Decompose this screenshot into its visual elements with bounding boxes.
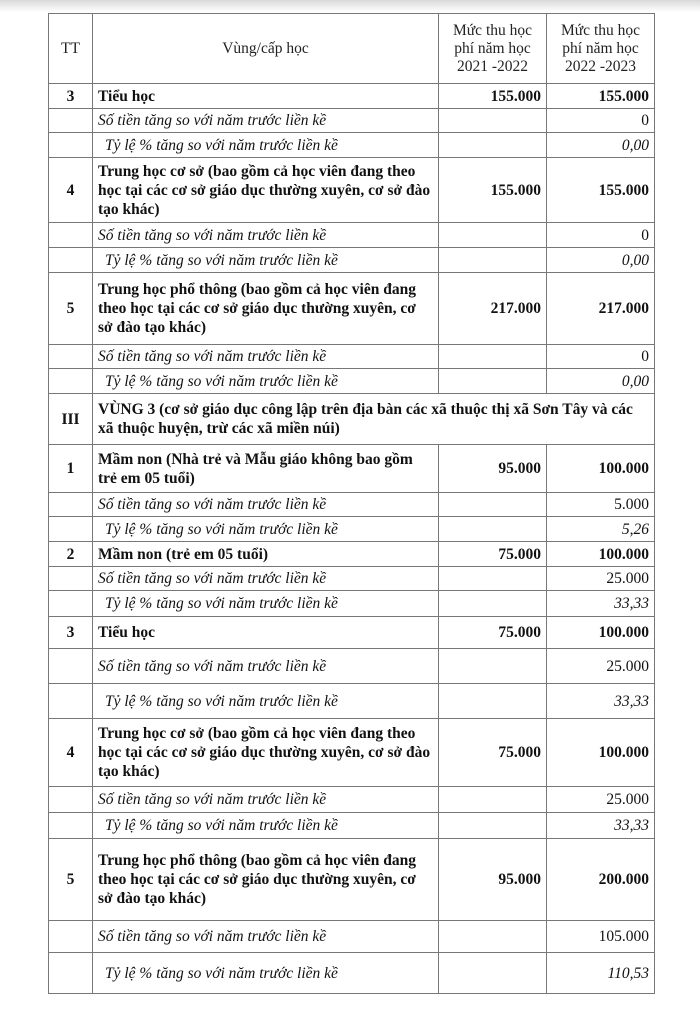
row-tt-empty	[49, 248, 93, 273]
row-tt-empty	[49, 493, 93, 517]
fee-2021-2022-empty	[439, 223, 547, 248]
increase-percent-label: Tỷ lệ % tăng so với năm trước liền kề	[93, 133, 439, 158]
fee-2022-2023: 200.000	[547, 839, 655, 921]
level-label: Tiểu học	[93, 617, 439, 649]
increase-percent-row	[49, 369, 655, 394]
increase-amount-label: Số tiền tăng so với năm trước liền kề	[93, 787, 439, 813]
increase-amount-value: 105.000	[547, 921, 655, 953]
fee-2021-2022-empty	[439, 921, 547, 953]
increase-percent-value: 33,33	[547, 684, 655, 719]
fee-2022-2023: 155.000	[547, 84, 655, 109]
increase-percent-row	[49, 133, 655, 158]
increase-percent-value: 5,26	[547, 517, 655, 542]
increase-amount-value: 25.000	[547, 649, 655, 684]
row-tt-empty	[49, 517, 93, 542]
increase-percent-value: 33,33	[547, 591, 655, 617]
increase-percent-label: Tỷ lệ % tăng so với năm trước liền kề	[93, 953, 439, 994]
increase-percent-label: Tỷ lệ % tăng so với năm trước liền kề	[93, 813, 439, 839]
row-tt-empty	[49, 109, 93, 133]
increase-percent-value: 0,00	[547, 369, 655, 394]
increase-amount-label: Số tiền tăng so với năm trước liền kề	[93, 921, 439, 953]
row-tt: 2	[49, 542, 93, 567]
fee-2021-2022-empty	[439, 493, 547, 517]
increase-percent-value: 33,33	[547, 813, 655, 839]
increase-amount-row	[49, 223, 655, 248]
increase-amount-row	[49, 787, 655, 813]
fee-2021-2022: 75.000	[439, 617, 547, 649]
increase-amount-label: Số tiền tăng so với năm trước liền kề	[93, 223, 439, 248]
level-row	[49, 445, 655, 493]
fee-2021-2022-empty	[439, 813, 547, 839]
fee-2021-2022: 75.000	[439, 719, 547, 787]
fee-2022-2023: 217.000	[547, 273, 655, 345]
increase-percent-value: 0,00	[547, 133, 655, 158]
increase-percent-label: Tỷ lệ % tăng so với năm trước liền kề	[93, 684, 439, 719]
fee-2021-2022-empty	[439, 649, 547, 684]
increase-amount-value: 25.000	[547, 787, 655, 813]
increase-percent-value: 0,00	[547, 248, 655, 273]
row-tt: 4	[49, 158, 93, 223]
row-tt: III	[49, 394, 93, 445]
header-fee-2022-2023: Mức thu học phí năm học 2022 -2023	[547, 14, 655, 84]
fee-2021-2022-empty	[439, 787, 547, 813]
fee-2021-2022-empty	[439, 345, 547, 369]
fee-2021-2022-empty	[439, 369, 547, 394]
level-row	[49, 84, 655, 109]
fee-2021-2022: 217.000	[439, 273, 547, 345]
increase-amount-value: 0	[547, 223, 655, 248]
increase-amount-label: Số tiền tăng so với năm trước liền kề	[93, 109, 439, 133]
increase-percent-label: Tỷ lệ % tăng so với năm trước liền kề	[93, 591, 439, 617]
increase-amount-value: 0	[547, 109, 655, 133]
fee-2021-2022: 155.000	[439, 158, 547, 223]
fee-2022-2023: 100.000	[547, 445, 655, 493]
row-tt-empty	[49, 345, 93, 369]
increase-percent-row	[49, 591, 655, 617]
increase-amount-label: Số tiền tăng so với năm trước liền kề	[93, 649, 439, 684]
increase-percent-label: Tỷ lệ % tăng so với năm trước liền kề	[93, 369, 439, 394]
level-label: Trung học cơ sở (bao gồm cả học viên đang theo học tại các cơ sở giáo dục thường xuyên, cơ sở đào tạo khác)	[93, 158, 439, 223]
fee-2021-2022: 95.000	[439, 445, 547, 493]
increase-percent-value: 110,53	[547, 953, 655, 994]
page-top-shadow	[0, 0, 700, 12]
level-row	[49, 719, 655, 787]
increase-percent-row	[49, 813, 655, 839]
row-tt-empty	[49, 953, 93, 994]
fee-2021-2022-empty	[439, 591, 547, 617]
row-tt-empty	[49, 223, 93, 248]
fee-2021-2022-empty	[439, 133, 547, 158]
increase-percent-label: Tỷ lệ % tăng so với năm trước liền kề	[93, 248, 439, 273]
increase-amount-row	[49, 493, 655, 517]
level-row	[49, 542, 655, 567]
fee-2021-2022-empty	[439, 517, 547, 542]
fee-2021-2022: 95.000	[439, 839, 547, 921]
fee-2021-2022-empty	[439, 567, 547, 591]
fee-2021-2022-empty	[439, 684, 547, 719]
increase-percent-row	[49, 684, 655, 719]
increase-amount-row	[49, 921, 655, 953]
level-label: Trung học phổ thông (bao gồm cả học viên đang theo học tại các cơ sở giáo dục thường xuyên, cơ sở đào tạo khác)	[93, 839, 439, 921]
increase-amount-value: 5.000	[547, 493, 655, 517]
increase-amount-row	[49, 649, 655, 684]
level-label: Mầm non (Nhà trẻ và Mẫu giáo không bao gồm trẻ em 05 tuổi)	[93, 445, 439, 493]
fee-2022-2023: 100.000	[547, 719, 655, 787]
row-tt: 3	[49, 84, 93, 109]
increase-percent-row	[49, 517, 655, 542]
fee-2021-2022-empty	[439, 953, 547, 994]
row-tt: 5	[49, 273, 93, 345]
fee-2021-2022: 155.000	[439, 84, 547, 109]
increase-amount-row	[49, 345, 655, 369]
row-tt-empty	[49, 133, 93, 158]
row-tt: 5	[49, 839, 93, 921]
row-tt-empty	[49, 369, 93, 394]
level-label: Mầm non (trẻ em 05 tuổi)	[93, 542, 439, 567]
region-label: VÙNG 3 (cơ sở giáo dục công lập trên địa bàn các xã thuộc thị xã Sơn Tây và các xã thuộc huyện, trừ các xã miền núi)	[93, 394, 655, 445]
fee-2021-2022-empty	[439, 248, 547, 273]
header-row	[49, 14, 655, 84]
row-tt-empty	[49, 787, 93, 813]
increase-percent-row	[49, 953, 655, 994]
header-tt: TT	[49, 14, 93, 84]
fee-2022-2023: 155.000	[547, 158, 655, 223]
increase-amount-label: Số tiền tăng so với năm trước liền kề	[93, 345, 439, 369]
row-tt-empty	[49, 921, 93, 953]
row-tt-empty	[49, 684, 93, 719]
increase-amount-label: Số tiền tăng so với năm trước liền kề	[93, 493, 439, 517]
fee-2021-2022: 75.000	[439, 542, 547, 567]
fee-2021-2022-empty	[439, 109, 547, 133]
level-row	[49, 839, 655, 921]
level-row	[49, 158, 655, 223]
fee-2022-2023: 100.000	[547, 617, 655, 649]
row-tt-empty	[49, 591, 93, 617]
row-tt: 4	[49, 719, 93, 787]
row-tt-empty	[49, 649, 93, 684]
fee-2022-2023: 100.000	[547, 542, 655, 567]
increase-amount-value: 0	[547, 345, 655, 369]
increase-amount-label: Số tiền tăng so với năm trước liền kề	[93, 567, 439, 591]
header-level: Vùng/cấp học	[93, 14, 439, 84]
increase-amount-row	[49, 109, 655, 133]
level-label: Tiểu học	[93, 84, 439, 109]
level-row	[49, 273, 655, 345]
level-label: Trung học phổ thông (bao gồm cả học viên đang theo học tại các cơ sở giáo dục thường xuyên, cơ sở đào tạo khác)	[93, 273, 439, 345]
tuition-fee-table	[48, 13, 655, 994]
row-tt: 1	[49, 445, 93, 493]
increase-amount-value: 25.000	[547, 567, 655, 591]
increase-percent-row	[49, 248, 655, 273]
row-tt: 3	[49, 617, 93, 649]
level-label: Trung học cơ sở (bao gồm cả học viên đang theo học tại các cơ sở giáo dục thường xuyên, cơ sở đào tạo khác)	[93, 719, 439, 787]
row-tt-empty	[49, 567, 93, 591]
region-row	[49, 394, 655, 445]
header-fee-2021-2022: Mức thu học phí năm học 2021 -2022	[439, 14, 547, 84]
level-row	[49, 617, 655, 649]
increase-percent-label: Tỷ lệ % tăng so với năm trước liền kề	[93, 517, 439, 542]
row-tt-empty	[49, 813, 93, 839]
increase-amount-row	[49, 567, 655, 591]
